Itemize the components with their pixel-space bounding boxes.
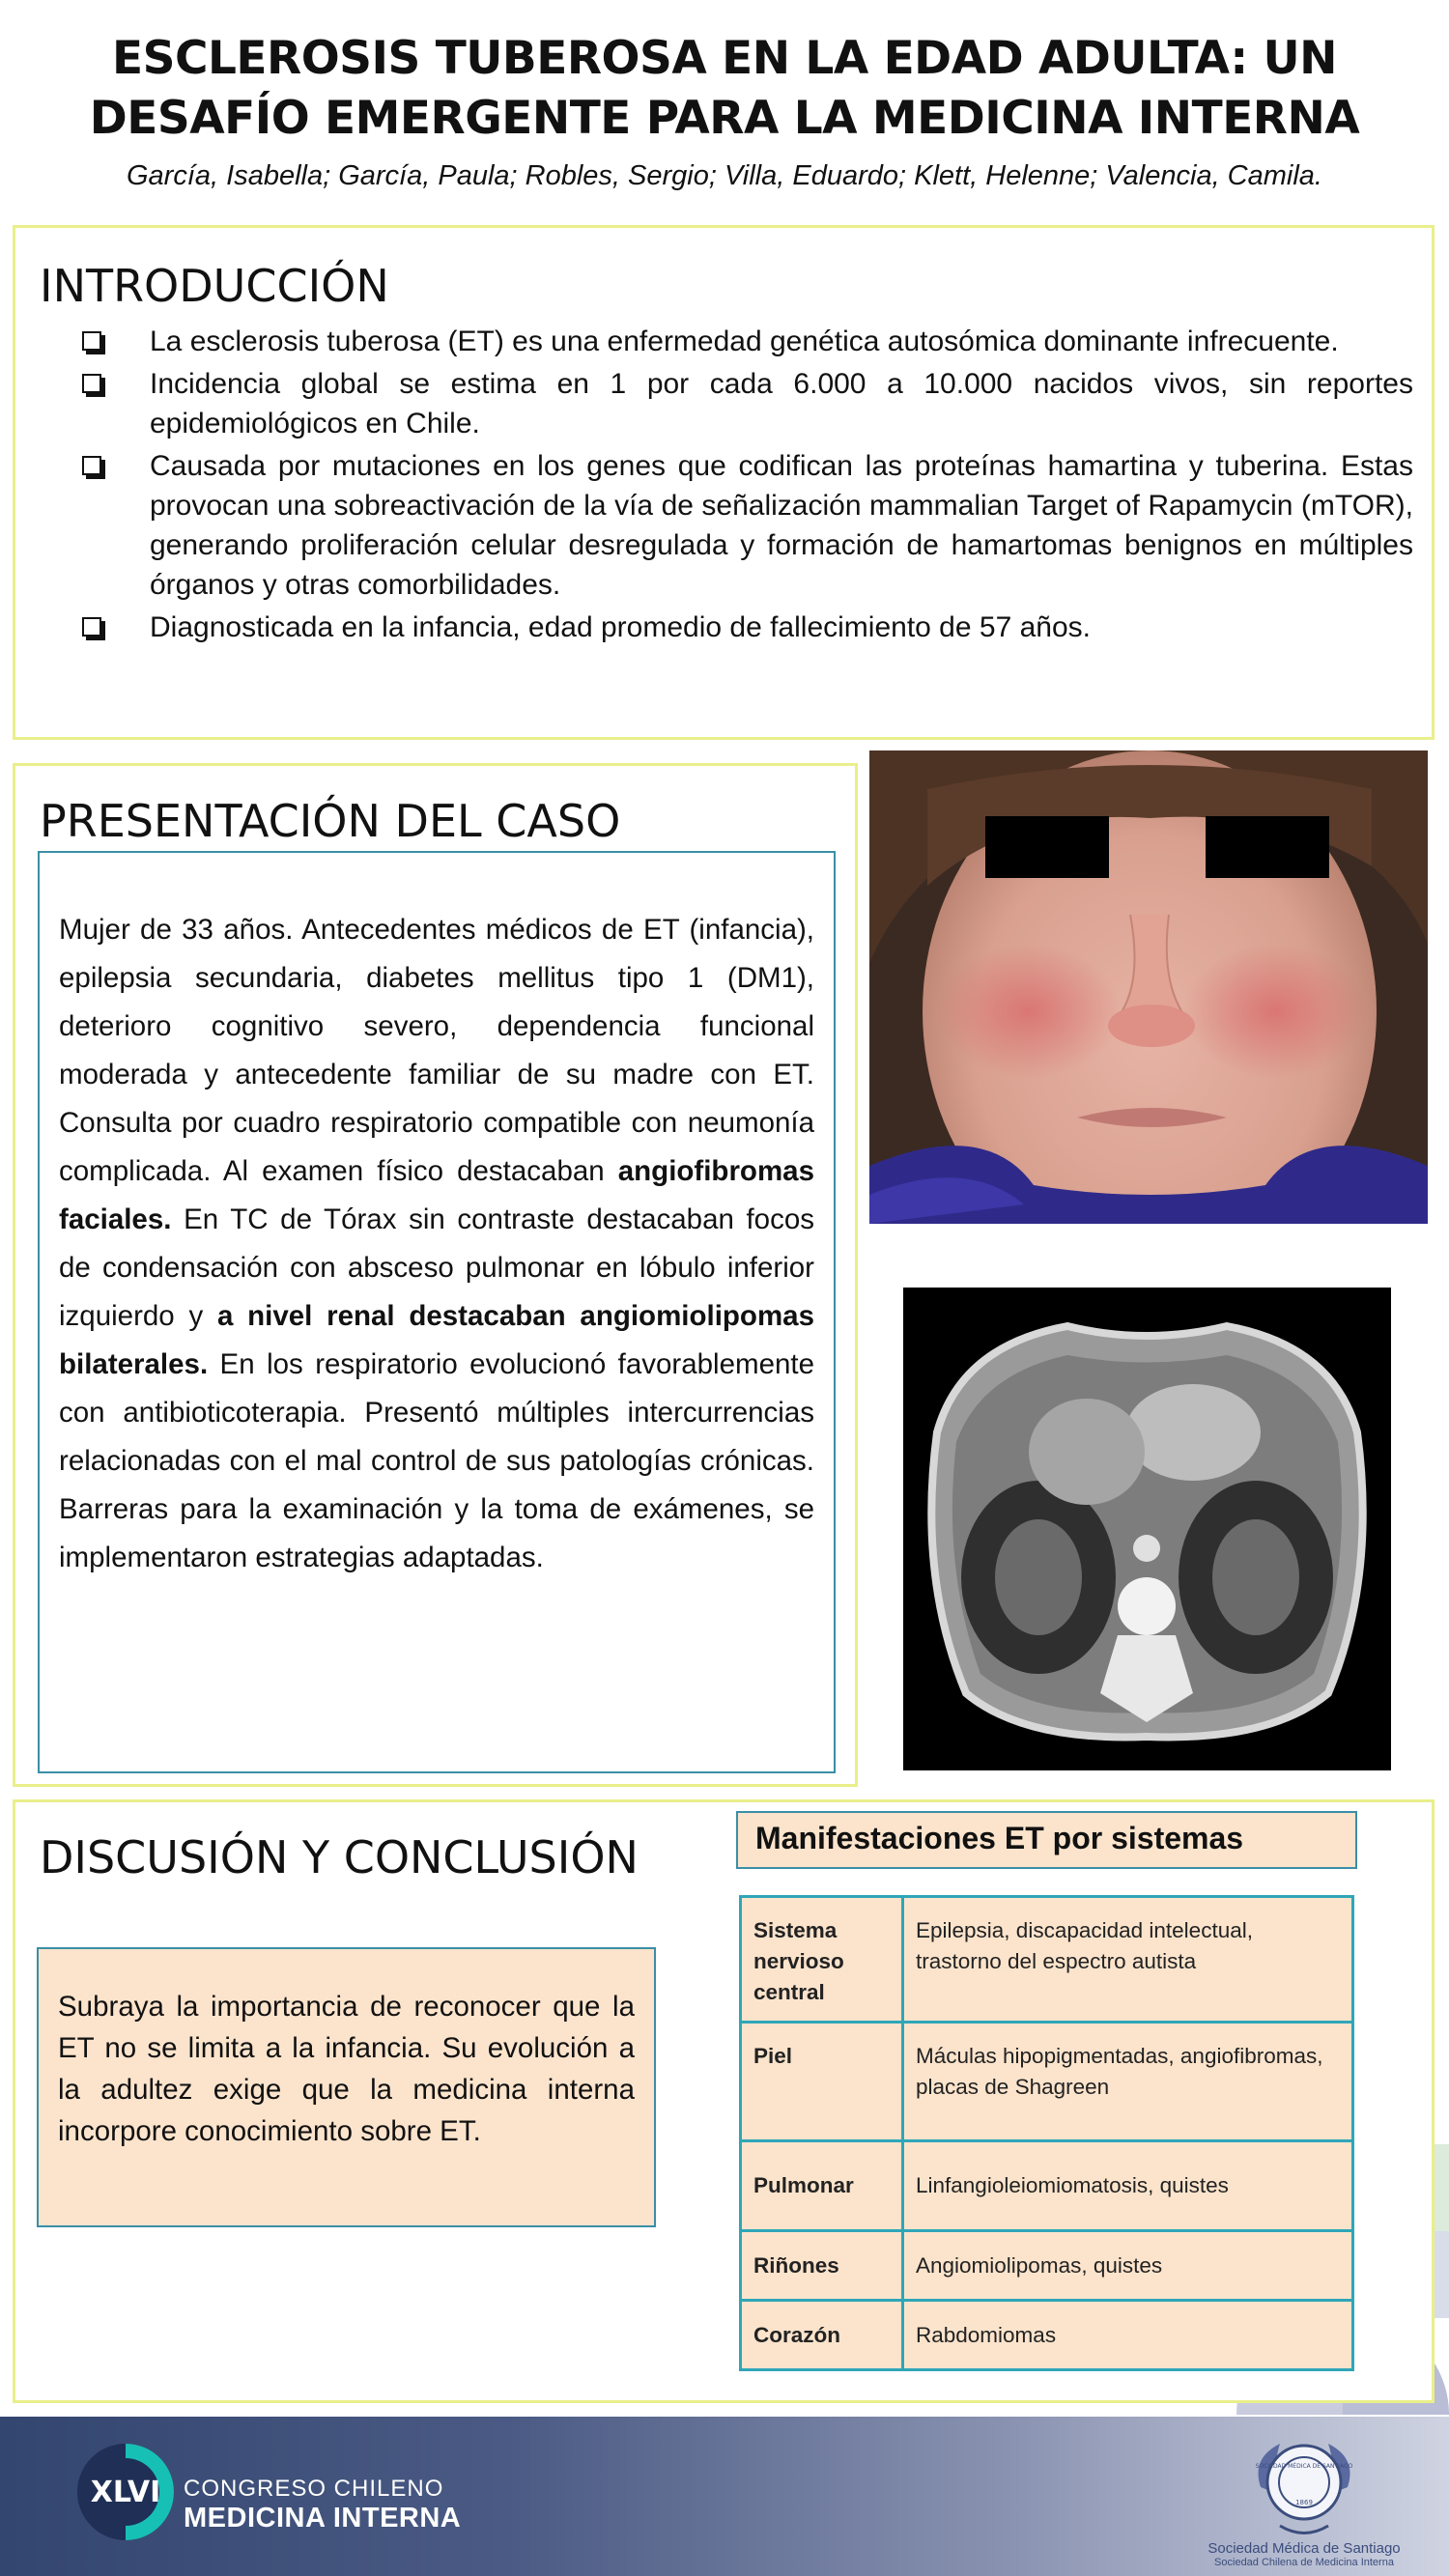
checkbox-bullet-icon bbox=[82, 456, 101, 475]
society-name-line-1: Sociedad Médica de Santiago bbox=[1208, 2540, 1401, 2557]
bullet-text: La esclerosis tuberosa (ET) es una enfermedad genética autosómica dominante infrecuente. bbox=[150, 326, 1339, 357]
manifestation-cell: Rabdomiomas bbox=[903, 2301, 1353, 2370]
manifestation-cell: Epilepsia, discapacidad intelectual, trastorno del espectro autista bbox=[903, 1897, 1353, 2023]
system-cell: Corazón bbox=[741, 2301, 903, 2370]
manifestations-table-title: Manifestaciones ET por sistemas bbox=[736, 1811, 1357, 1869]
title-line-1: ESCLEROSIS TUBEROSA EN LA EDAD ADULTA: UN bbox=[112, 32, 1337, 85]
case-text-part-1: Mujer de 33 años. Antecedentes médicos de ET (infancia), epilepsia secundaria, diabetes mellitus tipo 1 (DM1), deterioro cognitivo severo, dependencia funcional moderada y antecedente familiar de su madre con ET. Consulta por cuadro respiratorio compatible con neumonía complicada. Al examen físico destacaban bbox=[59, 914, 814, 1187]
ct-illustration bbox=[903, 1288, 1391, 1770]
manifestation-cell: Linfangioleiomiomatosis, quistes bbox=[903, 2141, 1353, 2231]
introduction-panel bbox=[13, 225, 1435, 740]
conclusion-text: Subraya la importancia de reconocer que la ET no se limita a la infancia. Su evolución a la adultez exige que la medicina interna incorpore conocimiento sobre ET. bbox=[58, 1991, 635, 2147]
checkbox-bullet-icon bbox=[82, 374, 101, 393]
case-text-part-2: En TC de Tórax sin contraste destacaban focos de condensación con absceso pulmonar en lóbulo inferior izquierdo y bbox=[59, 1203, 814, 1332]
conclusion-text-box bbox=[37, 1947, 656, 2227]
table-row bbox=[741, 2023, 1353, 2141]
case-presentation-panel bbox=[13, 763, 858, 1787]
bullet-item bbox=[71, 364, 1413, 443]
bullet-text: Incidencia global se estima en 1 por cada 6.000 a 10.000 nacidos vivos, sin reportes epidemiológicos en Chile. bbox=[150, 368, 1413, 439]
bullet-text: Causada por mutaciones en los genes que codifican las proteínas hamartina y tuberina. Estas provocan una sobreactivación de la vía de señalización mammalian Target of Rapamycin (mTOR), generando proliferación celular desregulada y formación de hamartomas benignos en múltiples órganos y otras comorbilidades. bbox=[150, 450, 1413, 601]
system-cell: Riñones bbox=[741, 2231, 903, 2301]
face-illustration bbox=[869, 750, 1428, 1224]
discussion-heading: DISCUSIÓN Y CONCLUSIÓN bbox=[40, 1831, 639, 1883]
svg-text:SOCIEDAD MÉDICA DE SANTIAGO: SOCIEDAD MÉDICA DE SANTIAGO bbox=[1255, 2463, 1353, 2470]
case-highlight-angiomiolipomas: a nivel renal destacaban angiomiolipomas bilaterales. bbox=[59, 1300, 814, 1380]
title-line-2: DESAFÍO EMERGENTE PARA LA MEDICINA INTERNA bbox=[89, 92, 1360, 145]
congress-logo-icon bbox=[68, 2434, 184, 2550]
svg-text:XLVI: XLVI bbox=[90, 2476, 161, 2509]
eye-censor-bar-left bbox=[985, 816, 1109, 878]
table-row bbox=[741, 1897, 1353, 2023]
bullet-text: Diagnosticada en la infancia, edad promedio de fallecimiento de 57 años. bbox=[150, 611, 1091, 643]
table-row bbox=[741, 2141, 1353, 2231]
case-highlight-angiofibromas: angiofibromas faciales. bbox=[59, 1155, 814, 1235]
poster-title bbox=[0, 29, 1449, 149]
authors: García, Isabella; García, Paula; Robles, Sergio; Villa, Eduardo; Klett, Helenne; Valencia, Camila. bbox=[127, 160, 1322, 191]
congress-name bbox=[184, 2476, 461, 2534]
case-description bbox=[59, 906, 814, 1582]
poster-header bbox=[0, 29, 1449, 192]
manifestation-cell: Angiomiolipomas, quistes bbox=[903, 2231, 1353, 2301]
case-text-part-3: En los respiratorio evolucionó favorablemente con antibioticoterapia. Presentó múltiples intercurrencias relacionadas con el mal control de sus patologías crónicas. Barreras para la examinación y la toma de exámenes, se implementaron estrategias adaptadas. bbox=[59, 1348, 814, 1573]
introduction-heading: INTRODUCCIÓN bbox=[40, 260, 389, 312]
bullet-item bbox=[71, 322, 1413, 361]
introduction-bullet-list bbox=[71, 322, 1413, 650]
system-cell: Sistema nervioso central bbox=[741, 1897, 903, 2023]
society-name-line-2: Sociedad Chilena de Medicina Interna bbox=[1214, 2557, 1394, 2568]
society-name bbox=[1193, 2540, 1415, 2568]
table-row bbox=[741, 2301, 1353, 2370]
table-row bbox=[741, 2231, 1353, 2301]
bullet-item bbox=[71, 446, 1413, 605]
congress-line-1: CONGRESO CHILENO bbox=[184, 2476, 444, 2502]
case-presentation-heading: PRESENTACIÓN DEL CASO bbox=[40, 795, 621, 847]
checkbox-bullet-icon bbox=[82, 617, 101, 637]
checkbox-bullet-icon bbox=[82, 331, 101, 351]
society-seal-icon bbox=[1241, 2429, 1367, 2540]
manifestations-table bbox=[739, 1895, 1354, 2371]
svg-text:1869: 1869 bbox=[1295, 2499, 1313, 2506]
eye-censor-bar-right bbox=[1206, 816, 1329, 878]
ct-scan-image bbox=[903, 1288, 1391, 1770]
system-cell: Piel bbox=[741, 2023, 903, 2141]
congress-line-2: MEDICINA INTERNA bbox=[184, 2503, 462, 2534]
manifestation-cell: Máculas hipopigmentadas, angiofibromas, placas de Shagreen bbox=[903, 2023, 1353, 2141]
system-cell: Pulmonar bbox=[741, 2141, 903, 2231]
case-text-box bbox=[38, 851, 836, 1773]
patient-face-photo bbox=[869, 750, 1428, 1224]
bullet-item bbox=[71, 608, 1413, 647]
